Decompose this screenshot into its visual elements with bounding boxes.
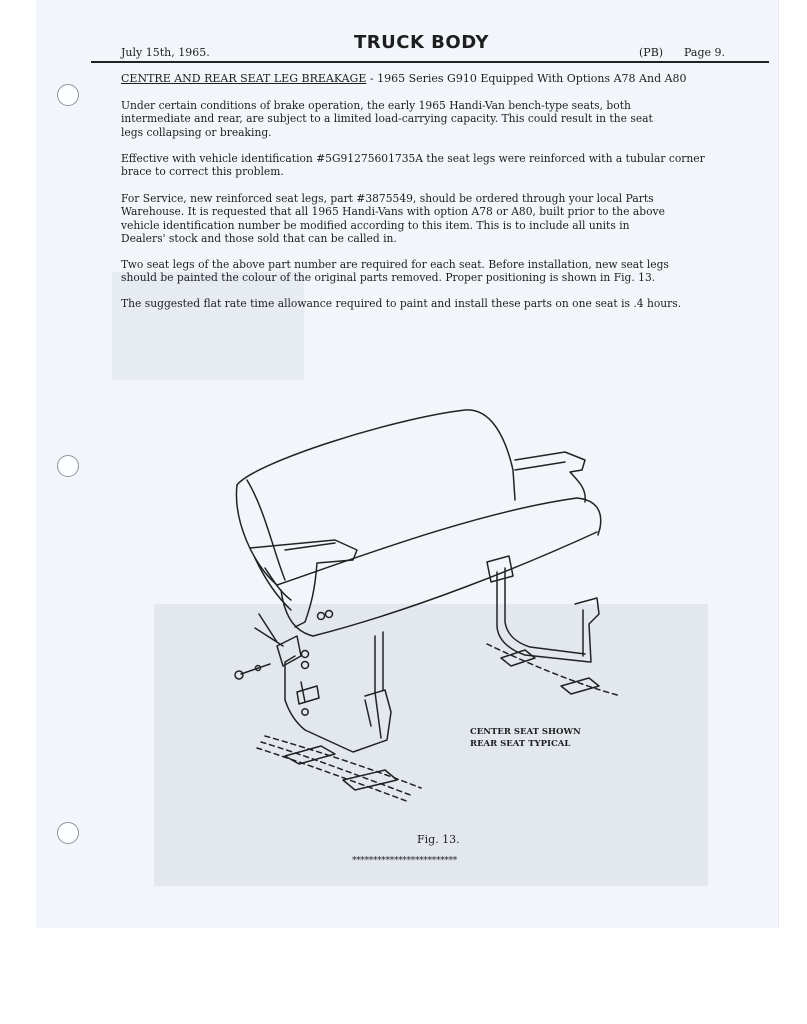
figure-caption: CENTER SEAT SHOWN REAR SEAT TYPICAL bbox=[470, 727, 581, 749]
header-divider bbox=[91, 61, 769, 63]
header-section-code: (PB) bbox=[639, 46, 664, 59]
article-heading bbox=[121, 72, 687, 85]
binder-hole bbox=[57, 822, 79, 844]
bleed-through-shadow bbox=[112, 272, 304, 380]
header-date: July 15th, 1965. bbox=[121, 46, 210, 59]
figure-label: Fig. 13. bbox=[417, 833, 460, 846]
seat-illustration bbox=[225, 400, 645, 820]
page-title: TRUCK BODY bbox=[354, 32, 489, 53]
paragraph-condition: Under certain conditions of brake operation, the early 1965 Handi-Van bench-type seats, both intermediate and rear, are subject to a limited load-carrying capacity. This could result in the seat legs collapsing or breaking. bbox=[121, 99, 653, 139]
paragraph-service: For Service, new reinforced seat legs, part #3875549, should be ordered through your local Parts Warehouse. It is requested that all 1965 Handi-Vans with option A78 or A80, built prior to the above vehicle identification number be modified according to this item. This is to include all units in Dealers' stock and those sold that can be called in. bbox=[121, 192, 665, 246]
paragraph-flat-rate: The suggested flat rate time allowance required to paint and install these parts on one seat is .4 hours. bbox=[121, 297, 682, 310]
page-number: Page 9. bbox=[684, 46, 726, 59]
article-heading-title: CENTRE AND REAR SEAT LEG BREAKAGE bbox=[121, 72, 367, 85]
article-heading-subtitle: - 1965 Series G910 Equipped With Options A78 And A80 bbox=[366, 72, 687, 85]
binder-hole bbox=[57, 455, 79, 477]
paragraph-effective-vin: Effective with vehicle identification #5G91275601735A the seat legs were reinforced with a tubular corner brace to correct this problem. bbox=[121, 152, 705, 179]
binder-hole bbox=[57, 84, 79, 106]
paragraph-installation: Two seat legs of the above part number are required for each seat. Before installation, new seat legs should be painted the colour of the original parts removed. Proper positioning is shown in Fig. 13. bbox=[121, 258, 669, 285]
section-separator: ************************* bbox=[352, 856, 458, 866]
